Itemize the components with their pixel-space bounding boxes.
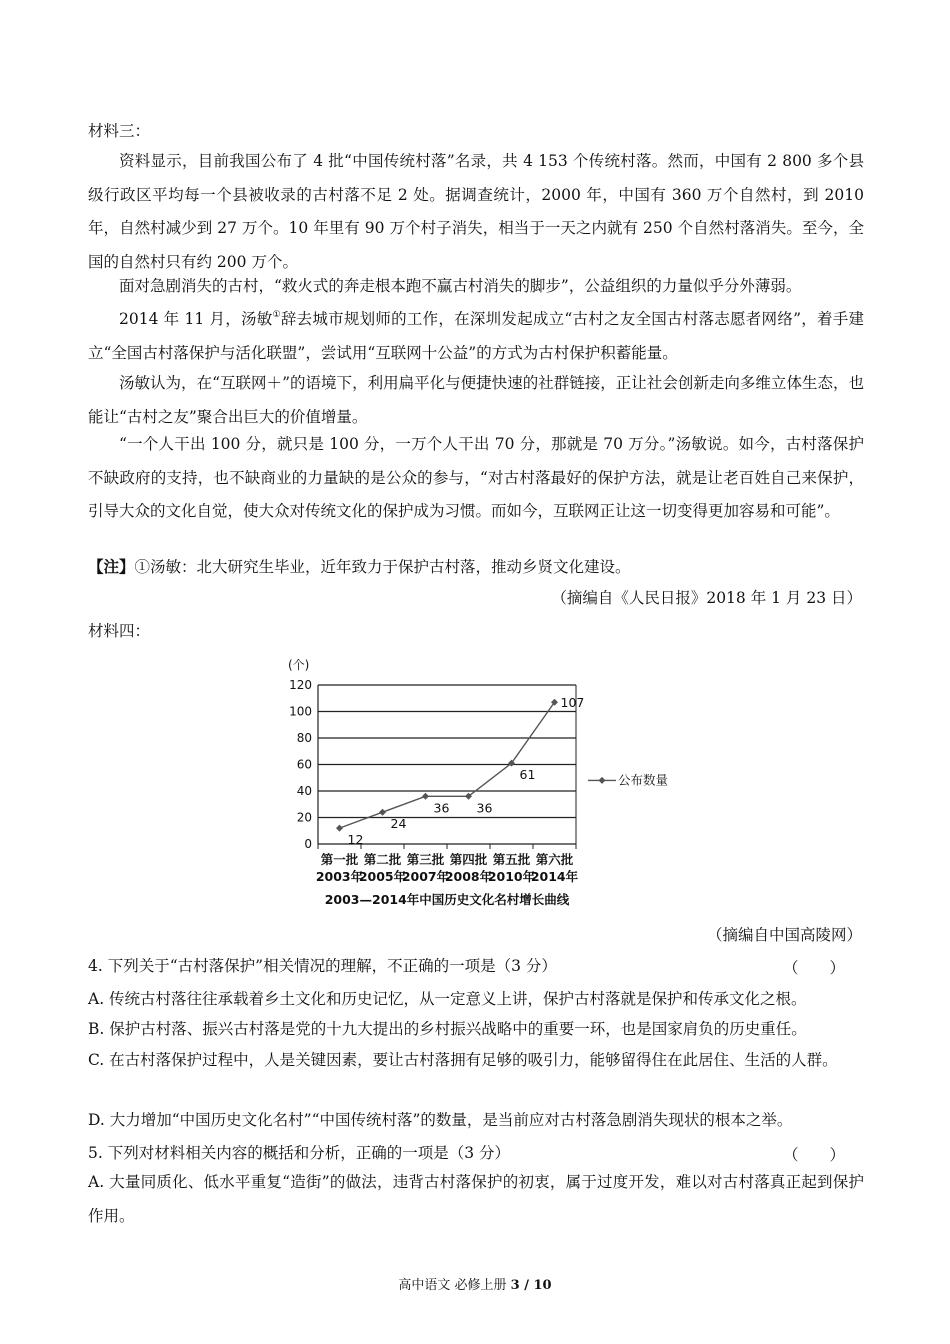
- x-year-label: 2003年: [315, 869, 364, 884]
- page-footer: [0, 1274, 950, 1293]
- footnote-text: ①汤敏：北大研究生毕业，近年致力于保护古村落，推动乡贤文化建设。: [134, 558, 631, 576]
- data-point: [336, 825, 343, 832]
- footnote: [88, 557, 631, 577]
- x-category-label: 第二批: [363, 852, 402, 867]
- material3-paragraph-4: 汤敏认为，在“互联网＋”的语境下，利用扁平化与便捷快速的社群链接，正让社会创新走向多维立体生态，也能让“古村之友”聚合出巨大的价值增量。: [88, 374, 864, 426]
- line-chart: [0, 655, 950, 915]
- x-category-label: 第三批: [406, 852, 445, 867]
- question-5-option-a[interactable]: A. 大量同质化、低水平重复“造街”的做法，违背古村落保护的初衷，属于过度开发，难以对古村落真正起到保护作用。: [88, 1173, 864, 1225]
- y-tick-label: 100: [289, 704, 312, 719]
- y-tick-label: 80: [296, 731, 312, 745]
- para3-after: 辞去城市规划师的工作，在深圳发起成立“古村之友全国古村落志愿者网络”，着手建立“全国古村落保护与活化联盟”，尝试用“互联网十公益”的方式为古村保护积蓄能量。: [88, 310, 865, 362]
- data-label: 36: [476, 800, 493, 816]
- question-5-stem: 5. 下列对材料相关内容的概括和分析，正确的一项是（3 分）: [88, 1144, 511, 1162]
- legend-label: 公布数量: [618, 772, 669, 788]
- question-5-answer-bracket[interactable]: （ ）: [782, 1146, 845, 1164]
- x-category-label: 第六批: [535, 852, 574, 867]
- question-4-option-a[interactable]: A. 传统古村落往往承载着乡土文化和历史记忆，从一定意义上讲，保护古村落就是保护和传承文化之根。: [88, 990, 807, 1008]
- question-4-option-c[interactable]: C. 在古村落保护过程中，人是关键因素，要让古村落拥有足够的吸引力，能够留得住在此居住、生活的人群。: [88, 1051, 838, 1069]
- footer-text: 高中语文 必修上册: [398, 1278, 511, 1293]
- y-tick-label: 40: [296, 784, 312, 798]
- x-year-label: 2014年: [530, 869, 579, 884]
- material3-heading: 材料三：: [88, 122, 151, 140]
- material3-source: （摘编自《人民日报》2018 年 1 月 23 日）: [551, 589, 862, 607]
- footnote-tag: 【注】: [88, 557, 135, 576]
- y-tick-label: 20: [296, 810, 312, 825]
- x-category-label: 第四批: [449, 852, 488, 867]
- question-4-answer-bracket[interactable]: （ ）: [782, 959, 845, 977]
- x-category-label: 第一批: [320, 852, 359, 867]
- data-label: 36: [433, 800, 450, 816]
- chart-title: 2003—2014年中国历史文化名村增长曲线: [324, 892, 570, 907]
- x-year-label: 2005年: [358, 869, 407, 884]
- y-tick-label: 60: [296, 757, 312, 772]
- para3-before: 2014 年 11 月，汤敏: [119, 310, 273, 328]
- x-year-label: 2007年: [401, 869, 450, 884]
- question-4-option-b[interactable]: B. 保护古村落、振兴古村落是党的十九大提出的乡村振兴战略中的重要一环，也是国家肩负的历史重任。: [88, 1020, 807, 1038]
- data-point: [379, 809, 386, 816]
- y-axis-label: (个): [288, 658, 310, 672]
- material3-paragraph-2: 面对急剧消失的古村，“救火式的奔走根本跑不赢古村消失的脚步”，公益组织的力量似乎分外薄弱。: [119, 277, 802, 295]
- question-4-option-d[interactable]: D. 大力增加“中国历史文化名村”“中国传统村落”的数量，是当前应对古村落急剧消失现状的根本之举。: [88, 1111, 793, 1129]
- material3-paragraph-5: “一个人干出 100 分，就只是 100 分，一万个人干出 70 分，那就是 70 万分。”汤敏说。如今，古村落保护不缺政府的支持，也不缺商业的力量缺的是公众的参与，“对古村落最好的保护方法，就是让老百姓自己来保护，引导大众的文化自觉，使大众对传统文化的保护成为习惯。而如今，互联网正让这一切变得更加容易和可能”。: [88, 435, 864, 520]
- legend-marker: [599, 777, 606, 784]
- x-year-label: 2010年: [487, 869, 536, 884]
- y-tick-label: 0: [304, 837, 312, 851]
- material3-paragraph-3: [88, 303, 864, 370]
- material4-source: （摘编自中国高陵网）: [706, 926, 862, 944]
- x-year-label: 2008年: [444, 869, 493, 884]
- footnote-marker: ①: [272, 309, 281, 320]
- data-label: 24: [390, 816, 407, 832]
- data-point: [422, 793, 429, 800]
- material4-heading: 材料四：: [88, 622, 151, 640]
- question-4-stem: 4. 下列关于“古村落保护”相关情况的理解，不正确的一项是（3 分）: [88, 957, 557, 975]
- data-label: 12: [347, 832, 364, 848]
- y-tick-label: 120: [289, 678, 312, 692]
- page-number: 3 / 10: [510, 1278, 552, 1293]
- x-category-label: 第五批: [492, 852, 531, 867]
- material3-paragraph-1: 资料显示，目前我国公布了 4 批“中国传统村落”名录，共 4 153 个传统村落。然而，中国有 2 800 多个县级行政区平均每一个县被收录的古村落不足 2 处。据调查统计，2000 年，中国有 360 万个自然村，到 2010 年，自然村减少到 27 万个。10 年里有 90 万个村子消失，相当于一天之内就有 250 个自然村落消失。至今，全国的自然村只有约 200 万个。: [88, 152, 864, 271]
- data-label: 61: [519, 767, 536, 783]
- data-label: 107: [560, 695, 585, 711]
